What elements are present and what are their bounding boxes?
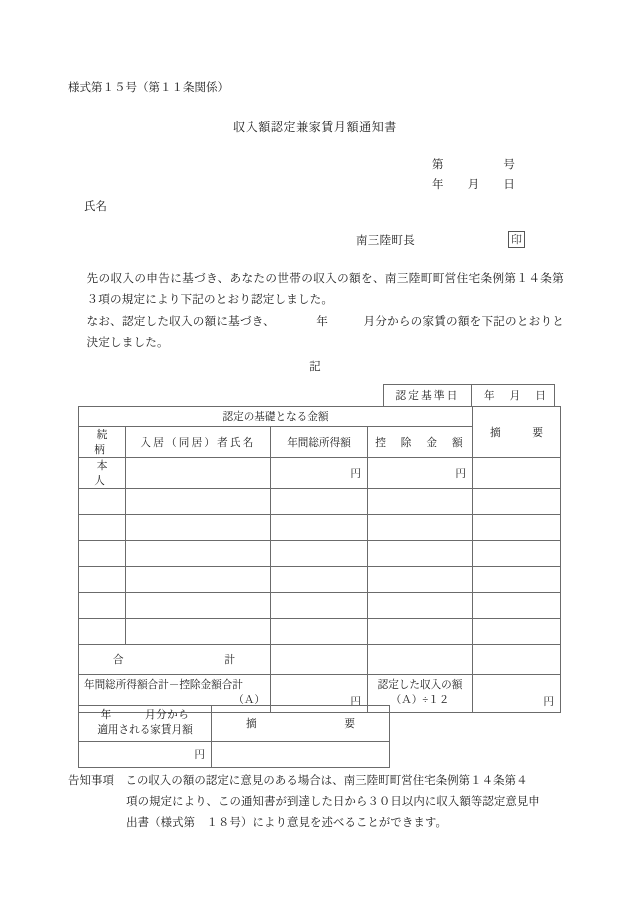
rent-period-line2: 適用される家賃月額 xyxy=(97,725,193,736)
group-header-basis-amount: 認定の基礎となる金額 xyxy=(79,407,473,427)
rent-period-label xyxy=(79,706,212,742)
cell-note[interactable] xyxy=(473,593,561,619)
paragraph-2-text: なお、認定した収入の額に基づき、 年 月分からの家賃の額を下記のとおりと決定しました。 xyxy=(86,315,564,349)
cell-relation[interactable] xyxy=(79,515,126,541)
cell-resident-name[interactable] xyxy=(126,489,271,515)
total-note[interactable] xyxy=(473,645,561,675)
summary-formula-value[interactable]: 円 xyxy=(271,675,368,713)
table-row xyxy=(79,541,561,567)
rent-note-header-left: 摘 xyxy=(246,719,257,730)
summary-result-line1: 認定した収入の額 xyxy=(377,680,463,691)
issuer-name: 南三陸町長 xyxy=(356,235,415,247)
column-header-deduction: 控 除 金 額 xyxy=(368,427,473,458)
total-label-right: 計 xyxy=(224,655,236,666)
body-paragraph-1 xyxy=(68,268,564,310)
criteria-date-value[interactable]: 年 月 日 xyxy=(472,385,555,407)
total-annual-income[interactable] xyxy=(271,645,368,675)
column-header-relation: 続 柄 xyxy=(79,427,126,458)
total-label xyxy=(79,645,271,675)
table-row xyxy=(79,515,561,541)
table-group-header-row xyxy=(79,407,561,427)
cell-note[interactable] xyxy=(473,567,561,593)
notice-line-1: 告知事項 この収入の額の認定に意見のある場合は、南三陸町町営住宅条例第１４条第４ xyxy=(68,775,528,787)
rent-header-row xyxy=(79,706,390,742)
notice-line-3: 出書（様式第 １８号）により意見を述べることができます。 xyxy=(126,817,447,829)
document-date-line: 年 月 日 xyxy=(432,179,516,191)
notice-section xyxy=(68,771,568,834)
notice-line-2: 項の規定により、この通知書が到達した日から３０日以内に収入額等認定意見申 xyxy=(126,796,540,808)
cell-annual-income[interactable] xyxy=(271,515,368,541)
rent-amount-table xyxy=(78,705,390,768)
total-deduction[interactable] xyxy=(368,645,473,675)
table-row xyxy=(79,458,561,489)
cell-relation[interactable] xyxy=(79,541,126,567)
cell-deduction[interactable] xyxy=(368,489,473,515)
cell-deduction[interactable]: 円 xyxy=(368,458,473,489)
column-header-resident-name: 入居（同居）者氏名 xyxy=(126,427,271,458)
rent-note-header xyxy=(212,706,390,742)
criteria-date-label: 認定基準日 xyxy=(384,385,472,407)
body-paragraph-2 xyxy=(68,311,564,353)
ki-marker: 記 xyxy=(309,361,321,373)
recipient-name-label: 氏名 xyxy=(84,201,107,213)
rent-amount-value[interactable]: 円 xyxy=(79,742,212,768)
cell-resident-name[interactable] xyxy=(126,567,271,593)
cell-note[interactable] xyxy=(473,619,561,645)
seal-stamp-icon: 印 xyxy=(508,231,525,248)
summary-result-line2: （Ａ）÷１２ xyxy=(390,695,450,706)
cell-relation[interactable] xyxy=(79,567,126,593)
total-label-left: 合 xyxy=(113,655,125,666)
cell-resident-name[interactable] xyxy=(126,515,271,541)
cell-resident-name[interactable] xyxy=(126,619,271,645)
criteria-date-row xyxy=(384,385,555,407)
rent-note-value[interactable] xyxy=(212,742,390,768)
cell-deduction[interactable] xyxy=(368,593,473,619)
cell-relation[interactable] xyxy=(79,593,126,619)
table-row xyxy=(79,619,561,645)
cell-note[interactable] xyxy=(473,515,561,541)
cell-relation[interactable] xyxy=(79,619,126,645)
cell-note[interactable] xyxy=(473,541,561,567)
cell-deduction[interactable] xyxy=(368,541,473,567)
paragraph-1-text: 先の収入の申告に基づき、あなたの世帯の収入の額を、南三陸町町営住宅条例第１４条第３項の規定により下記のとおり認定しました。 xyxy=(86,272,564,306)
form-number: 様式第１５号（第１１条関係） xyxy=(68,82,229,94)
cell-resident-name[interactable] xyxy=(126,541,271,567)
summary-formula-line2: （Ａ） xyxy=(233,695,265,706)
table-row xyxy=(79,567,561,593)
criteria-date-table xyxy=(383,384,555,407)
table-row xyxy=(79,593,561,619)
cell-annual-income[interactable] xyxy=(271,567,368,593)
cell-relation[interactable] xyxy=(79,489,126,515)
table-total-row xyxy=(79,645,561,675)
cell-deduction[interactable] xyxy=(368,515,473,541)
cell-resident-name[interactable] xyxy=(126,593,271,619)
rent-note-header-right: 要 xyxy=(344,719,355,730)
cell-deduction[interactable] xyxy=(368,619,473,645)
cell-relation[interactable]: 本 人 xyxy=(79,458,126,489)
cell-note[interactable] xyxy=(473,458,561,489)
page-title: 収入額認定兼家賃月額通知書 xyxy=(233,120,397,134)
income-assessment-table xyxy=(78,406,561,713)
summary-formula-line1: 年間総所得額合計－控除金額合計 xyxy=(84,680,243,691)
rent-value-row xyxy=(79,742,390,768)
cell-annual-income[interactable] xyxy=(271,541,368,567)
rent-period-line1: 年 月分から xyxy=(100,710,190,721)
cell-annual-income[interactable] xyxy=(271,489,368,515)
column-header-annual-income: 年間総所得額 xyxy=(271,427,368,458)
summary-result-value[interactable]: 円 xyxy=(473,675,561,713)
cell-annual-income[interactable]: 円 xyxy=(271,458,368,489)
cell-note[interactable] xyxy=(473,489,561,515)
cell-annual-income[interactable] xyxy=(271,619,368,645)
cell-annual-income[interactable] xyxy=(271,593,368,619)
column-header-note: 摘 要 xyxy=(473,407,561,458)
cell-deduction[interactable] xyxy=(368,567,473,593)
table-row xyxy=(79,489,561,515)
cell-resident-name[interactable] xyxy=(126,458,271,489)
document-number-line: 第 号 xyxy=(432,159,516,171)
